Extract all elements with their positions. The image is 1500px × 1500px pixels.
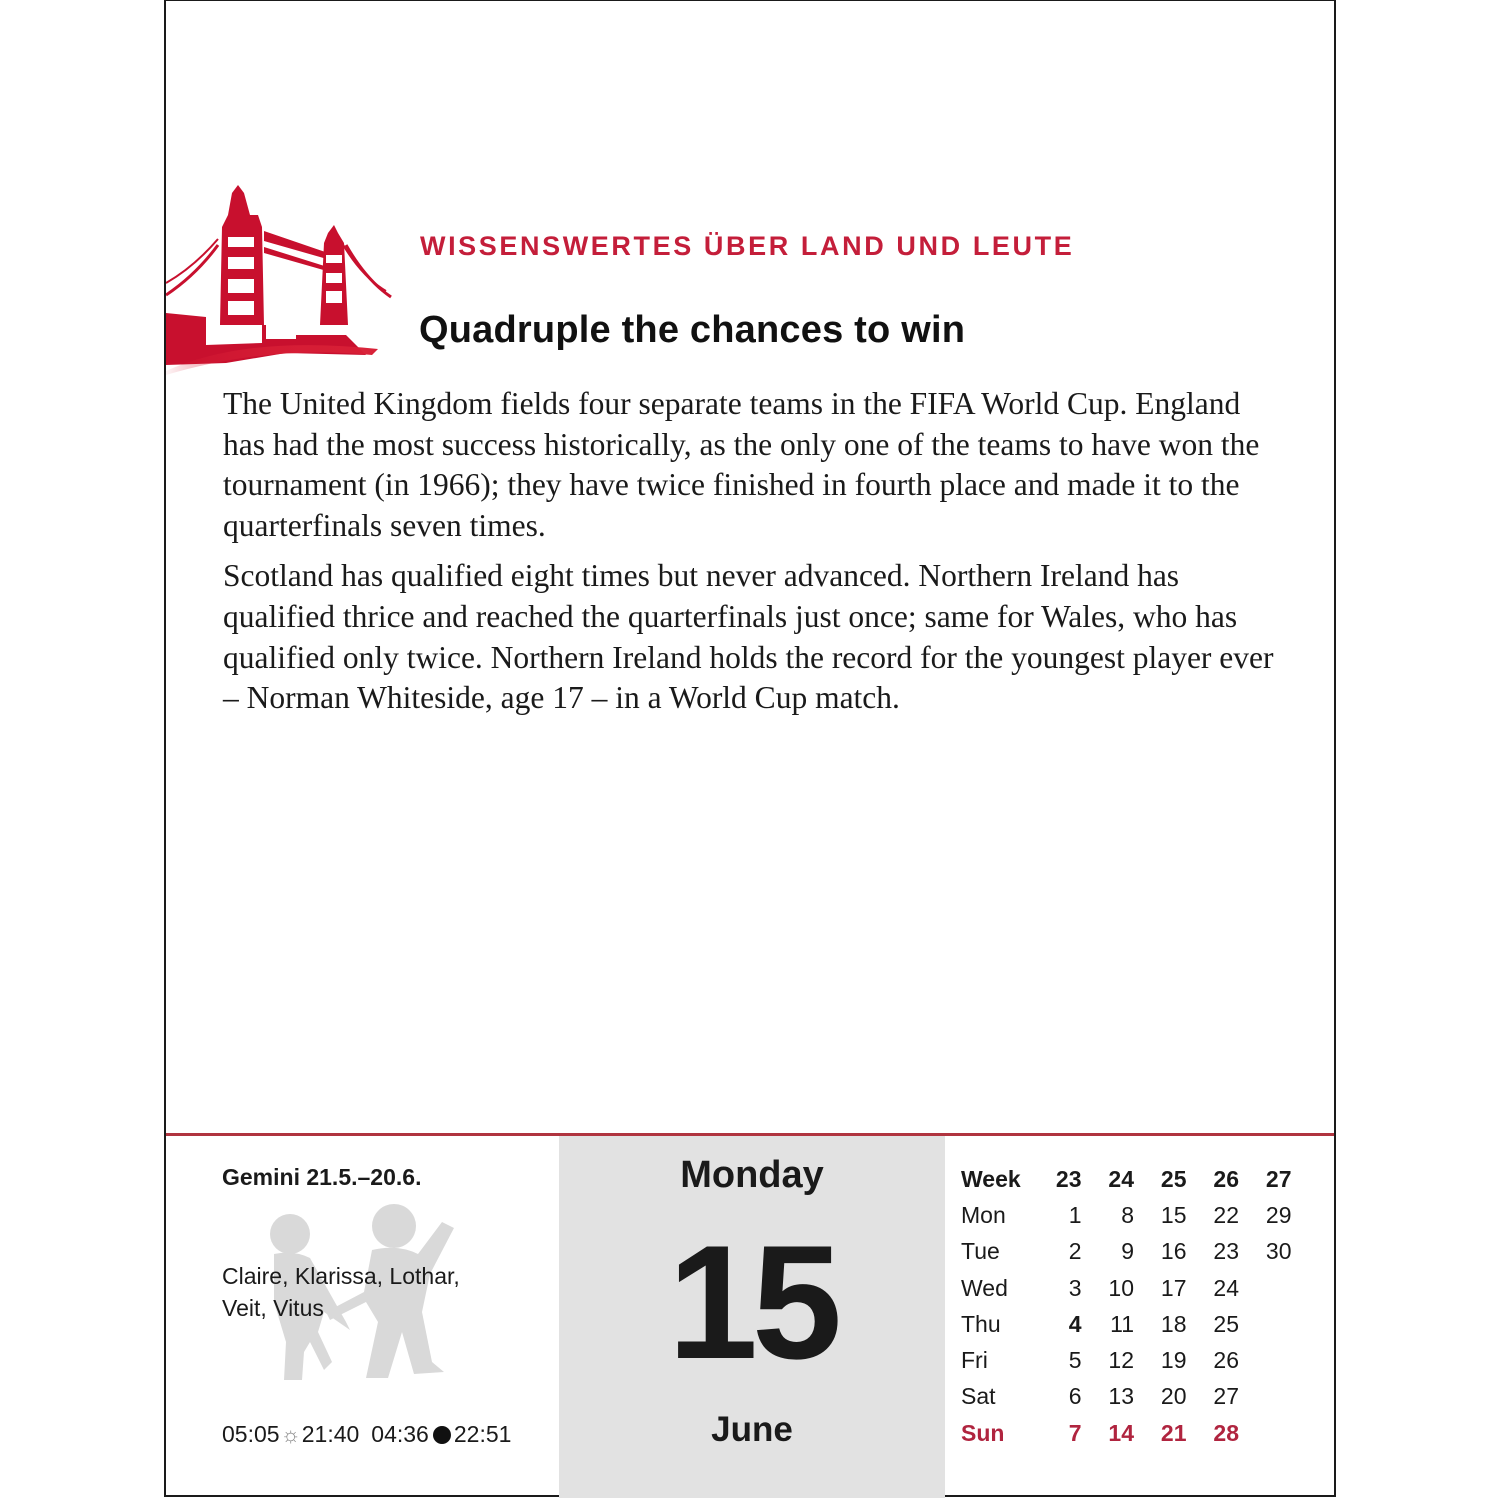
name-days-line: Veit, Vitus bbox=[222, 1295, 324, 1321]
moonset-time: 22:51 bbox=[453, 1421, 512, 1447]
sun-moon-times bbox=[222, 1421, 511, 1448]
calendar-day: 10 bbox=[1108, 1274, 1134, 1301]
weekday-row-thu bbox=[961, 1306, 1292, 1342]
calendar-day: 27 bbox=[1213, 1383, 1239, 1410]
calendar-day: 3 bbox=[1068, 1274, 1082, 1301]
weekday-label: Thu bbox=[961, 1310, 1001, 1337]
weekday-label: Mon bbox=[961, 1201, 1006, 1228]
weekday-row-fri bbox=[961, 1342, 1292, 1378]
week-number: 23 bbox=[1055, 1165, 1082, 1192]
calendar-day: 24 bbox=[1213, 1274, 1239, 1301]
weekday-label: Fri bbox=[961, 1347, 988, 1374]
weekday-row-tue bbox=[961, 1234, 1292, 1270]
calendar-day: 7 bbox=[1068, 1419, 1082, 1446]
calendar-day: 13 bbox=[1108, 1383, 1134, 1410]
weekday-label: Sun bbox=[961, 1419, 1005, 1446]
date-panel bbox=[559, 1136, 945, 1498]
calendar-day: 6 bbox=[1068, 1383, 1082, 1410]
calendar-day bbox=[1239, 1306, 1292, 1342]
calendar-day bbox=[1239, 1379, 1292, 1415]
name-days bbox=[222, 1260, 460, 1324]
full-moon-icon bbox=[433, 1426, 451, 1444]
calendar-day: 18 bbox=[1160, 1310, 1187, 1337]
weekday-label: Wed bbox=[961, 1274, 1008, 1301]
calendar-day: 30 bbox=[1265, 1238, 1292, 1265]
sunset-time: 21:40 bbox=[301, 1421, 360, 1447]
day-number: 15 bbox=[667, 1212, 837, 1393]
calendar-day: 20 bbox=[1160, 1383, 1187, 1410]
calendar-day: 17 bbox=[1160, 1274, 1187, 1301]
calendar-day: 11 bbox=[1110, 1310, 1134, 1337]
calendar-day bbox=[1239, 1415, 1292, 1451]
weekday-label: Sat bbox=[961, 1383, 996, 1410]
month: June bbox=[711, 1410, 793, 1449]
calendar-day: 23 bbox=[1213, 1238, 1239, 1265]
sun-icon: ☼ bbox=[280, 1421, 301, 1447]
calendar-day: 14 bbox=[1108, 1419, 1134, 1446]
weekday-row-sun bbox=[961, 1415, 1292, 1451]
weekday-row-mon bbox=[961, 1197, 1292, 1233]
calendar-day: 1 bbox=[1068, 1201, 1082, 1228]
calendar-day bbox=[1239, 1342, 1292, 1378]
calendar-day-holiday: 4 bbox=[1068, 1310, 1082, 1337]
month-mini-calendar bbox=[961, 1161, 1292, 1451]
name-days-line: Claire, Klarissa, Lothar, bbox=[222, 1263, 460, 1289]
calendar-day: 26 bbox=[1213, 1347, 1239, 1374]
section-kicker: WISSENSWERTES ÜBER LAND UND LEUTE bbox=[420, 231, 1075, 261]
sunrise-time: 05:05 bbox=[222, 1421, 280, 1447]
weekday: Monday bbox=[680, 1154, 824, 1196]
weekday-row-sat bbox=[961, 1379, 1292, 1415]
week-number: 24 bbox=[1108, 1165, 1134, 1192]
calendar-day: 25 bbox=[1213, 1310, 1239, 1337]
tower-bridge-icon bbox=[166, 185, 398, 375]
calendar-day: 12 bbox=[1108, 1347, 1134, 1374]
calendar-day: 8 bbox=[1121, 1201, 1134, 1228]
calendar-day: 5 bbox=[1068, 1347, 1082, 1374]
weekday-label: Tue bbox=[961, 1238, 1000, 1265]
zodiac-sign: Gemini 21.5.–20.6. bbox=[222, 1164, 422, 1190]
article-paragraph: Scotland has qualified eight times but never advanced. Northern Ireland has qualified thrice and reached the quarterfinals just once; same for Wales, who has qualified only twice. Northern Ireland holds the record for the youngest player ever – Norman Whiteside, age 17 – in a World Cup match. bbox=[223, 558, 1274, 716]
calendar-day bbox=[1239, 1270, 1292, 1306]
week-label: Week bbox=[961, 1165, 1021, 1192]
moonrise-time: 04:36 bbox=[371, 1421, 429, 1447]
week-number-row bbox=[961, 1161, 1292, 1197]
week-number: 26 bbox=[1213, 1165, 1239, 1192]
info-column bbox=[166, 1136, 558, 1498]
calendar-day: 16 bbox=[1160, 1238, 1187, 1265]
calendar-day: 21 bbox=[1160, 1419, 1187, 1446]
weekday-row-wed bbox=[961, 1270, 1292, 1306]
calendar-day: 15 bbox=[1160, 1201, 1187, 1228]
calendar-day: 22 bbox=[1213, 1201, 1239, 1228]
article-body bbox=[223, 384, 1283, 729]
calendar-day: 2 bbox=[1068, 1238, 1082, 1265]
week-number: 25 bbox=[1160, 1165, 1187, 1192]
week-number: 27 bbox=[1265, 1165, 1292, 1192]
calendar-day: 19 bbox=[1160, 1347, 1187, 1374]
article-paragraph: The United Kingdom fields four separate teams in the FIFA World Cup. England has had the most success historically, as the only one of the teams to have won the tournament (in 1966); they have twice finished in fourth place and made it to the quarterfinals seven times. bbox=[223, 386, 1260, 543]
article-title: Quadruple the chances to win bbox=[419, 309, 966, 351]
calendar-day: 9 bbox=[1121, 1238, 1134, 1265]
calendar-day: 29 bbox=[1265, 1201, 1292, 1228]
calendar-day: 28 bbox=[1213, 1419, 1239, 1446]
calendar-page bbox=[164, 0, 1336, 1497]
